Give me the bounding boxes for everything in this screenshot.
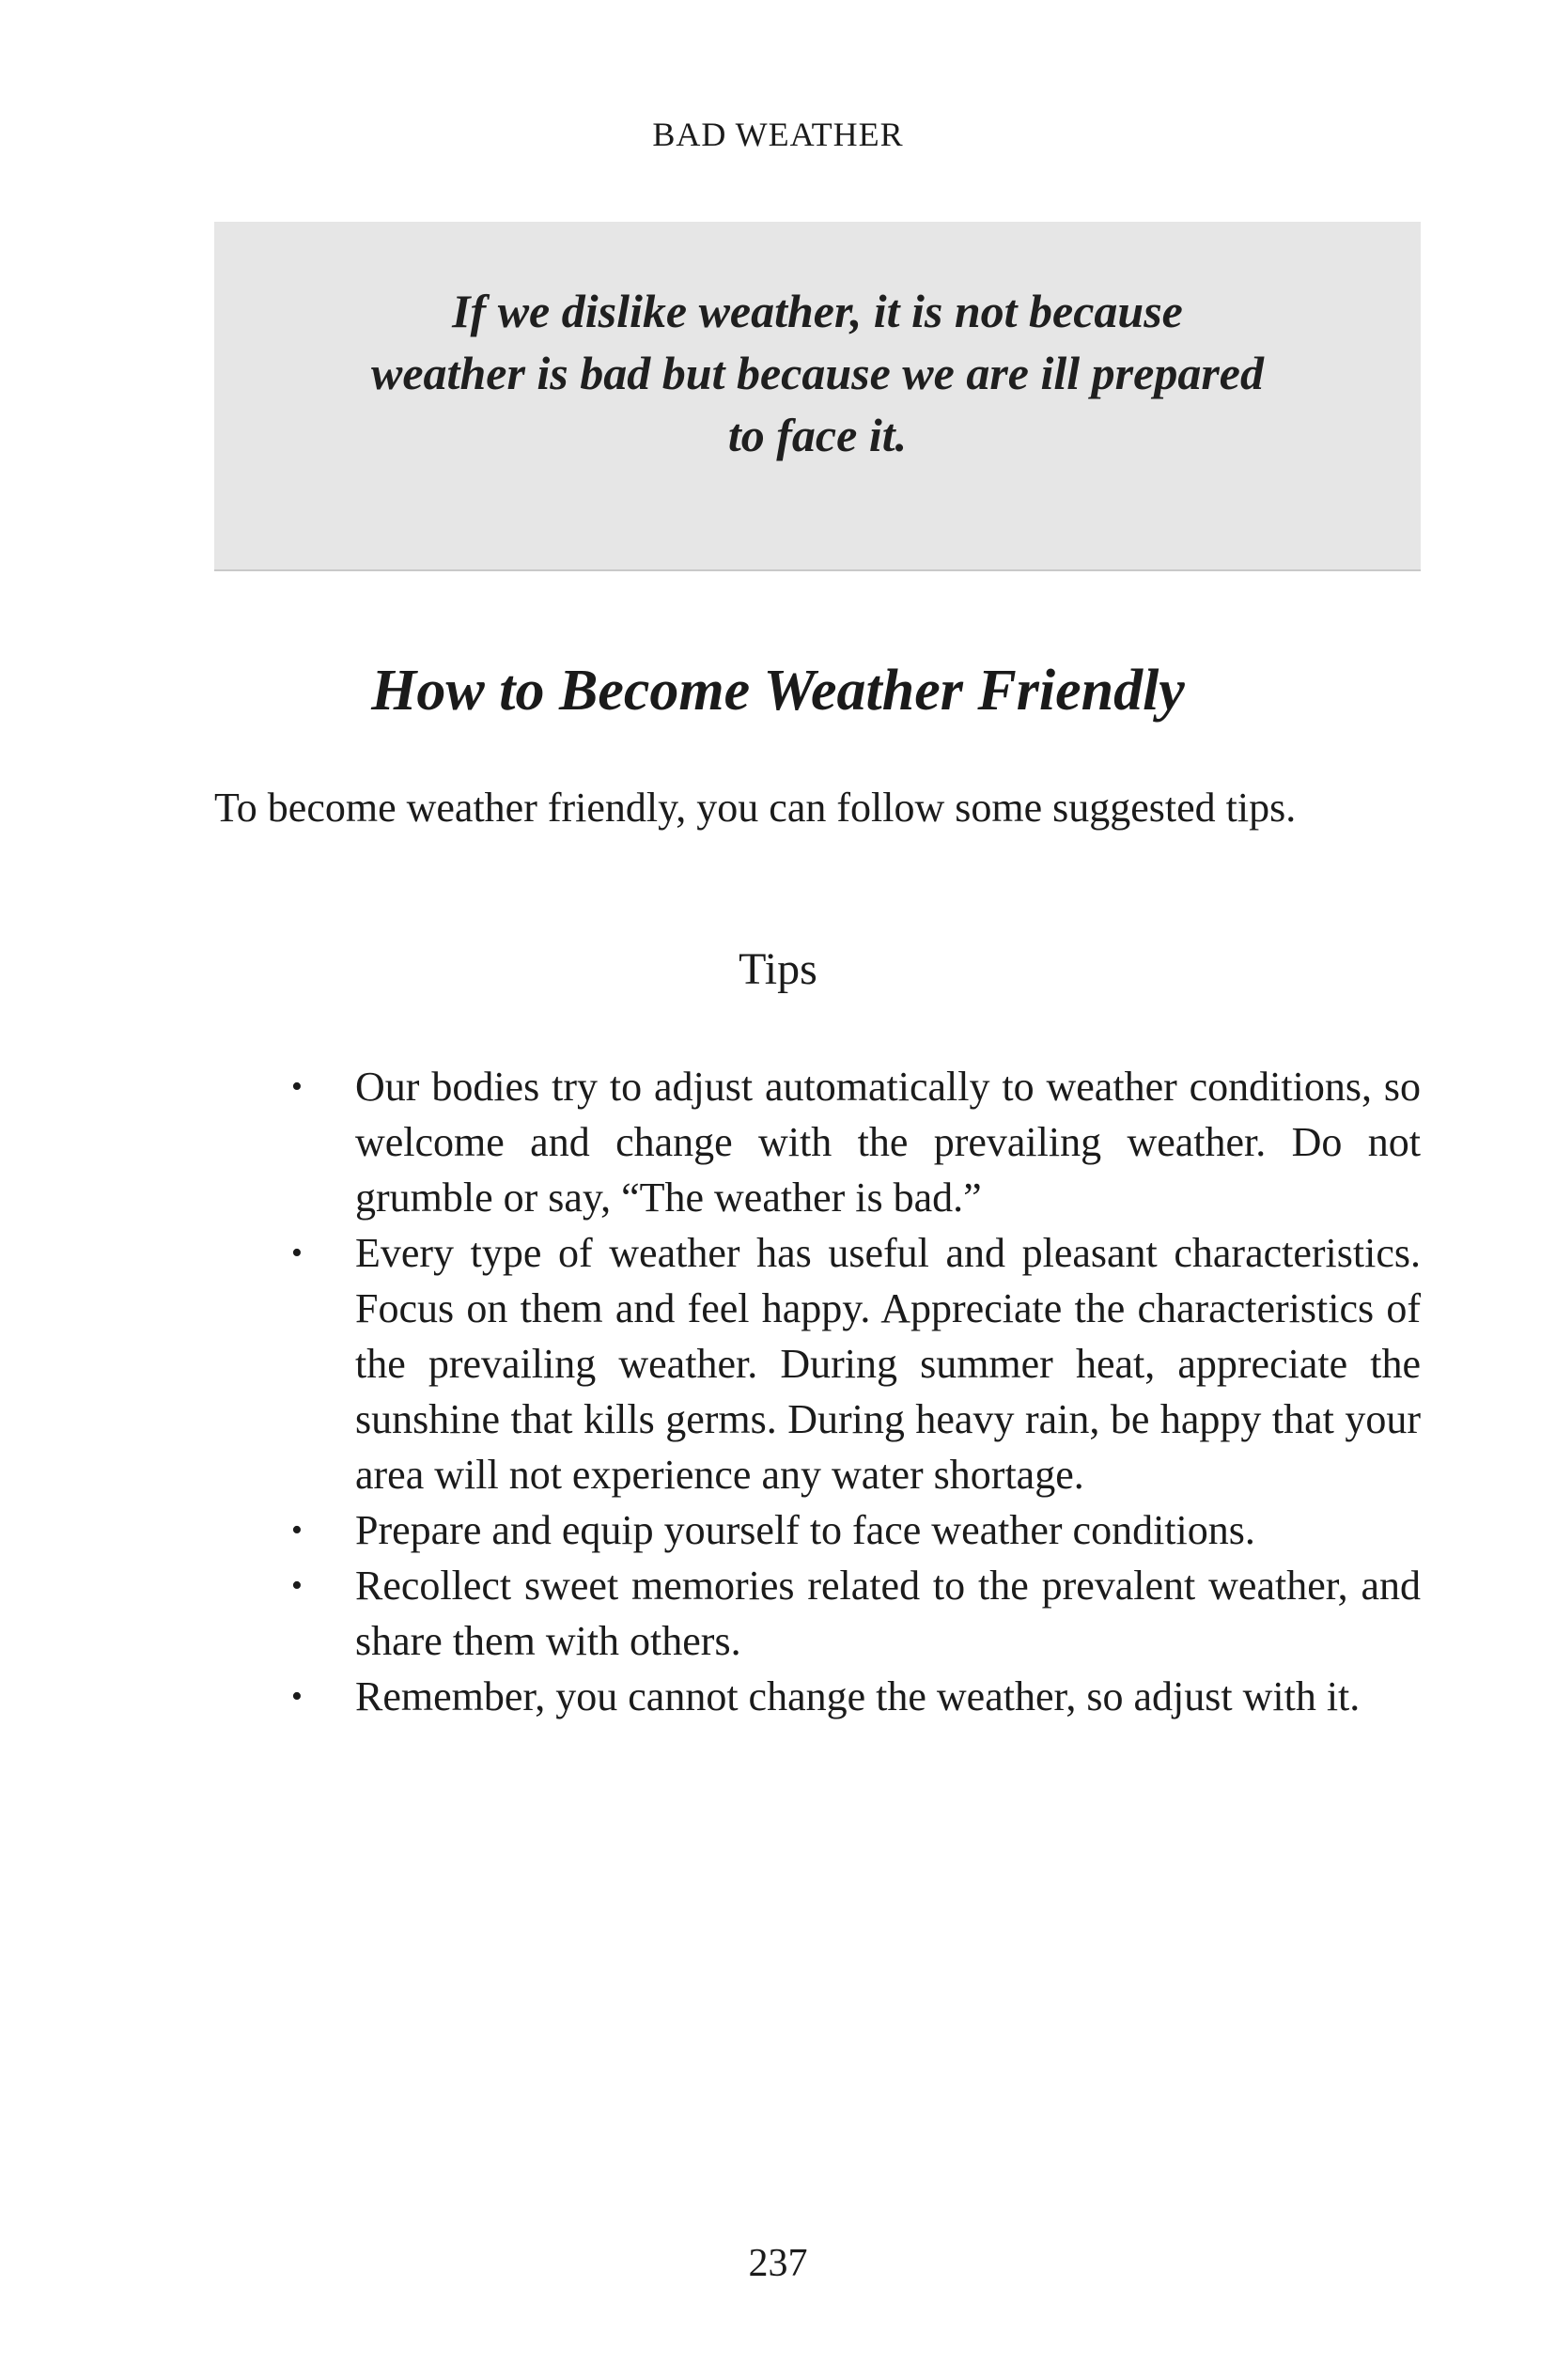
page-number: 237 bbox=[748, 2242, 808, 2285]
tip-text: Our bodies try to adjust automatically to weather conditions, so welcome and change with the prevailing weather. Do not grumble or say, “The weather is bad.” bbox=[355, 1064, 1421, 1221]
bullet-icon: • bbox=[291, 1513, 303, 1548]
bullet-icon: • bbox=[291, 1679, 303, 1714]
tip-item bbox=[214, 1669, 1421, 1724]
section-title: How to Become Weather Friendly bbox=[371, 659, 1185, 723]
tip-text: Prepare and equip yourself to face weather conditions. bbox=[355, 1507, 1255, 1553]
quote-text bbox=[214, 280, 1421, 466]
tips-heading: Tips bbox=[739, 944, 817, 994]
tips-list bbox=[214, 1059, 1421, 1724]
tip-item bbox=[214, 1502, 1421, 1558]
running-head: BAD WEATHER bbox=[652, 116, 904, 153]
tip-item bbox=[214, 1059, 1421, 1225]
tip-text: Recollect sweet memories related to the prevalent weather, and share them with others. bbox=[355, 1563, 1421, 1664]
bullet-icon: • bbox=[291, 1568, 303, 1603]
bullet-icon: • bbox=[291, 1069, 303, 1104]
quote-line-3: to face it. bbox=[727, 409, 908, 461]
tip-text: Remember, you cannot change the weather, so adjust with it. bbox=[355, 1673, 1361, 1719]
tip-item bbox=[214, 1225, 1421, 1502]
tip-text: Every type of weather has useful and pleasant characteristics. Focus on them and feel happy. Appreciate the characteristics of the prevailing weather. During summer heat, appreciate the sunshine that kills germs. During heavy rain, be happy that your area will not experience any water shortage. bbox=[355, 1230, 1421, 1498]
quote-line-1: If we dislike weather, it is not because bbox=[452, 285, 1183, 337]
quote-box bbox=[214, 222, 1421, 571]
quote-line-2: weather is bad but because we are ill prepared bbox=[371, 347, 1264, 399]
intro-paragraph: To become weather friendly, you can follow some suggested tips. bbox=[214, 785, 1297, 831]
bullet-icon: • bbox=[291, 1236, 303, 1270]
tip-item bbox=[214, 1558, 1421, 1669]
